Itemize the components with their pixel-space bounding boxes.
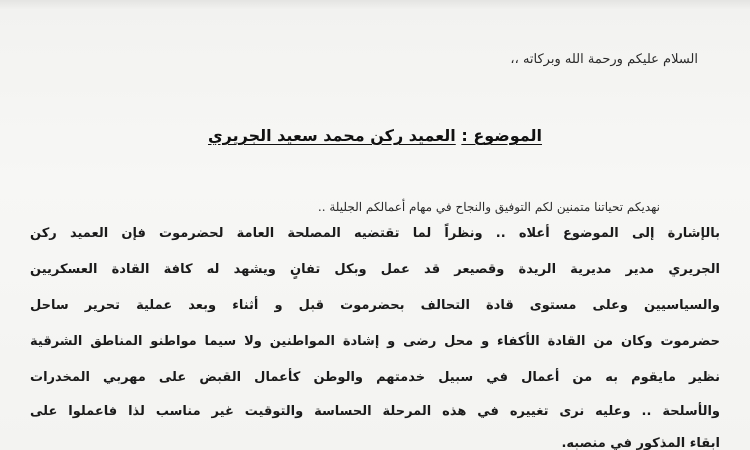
body-line-1: بالإشارة إلى الموضوع أعلاه .. ونظراً لما تقتضيه المصلحة العامة لحضرموت فإن العميد ركن <box>30 226 720 241</box>
subject-heading <box>0 126 750 145</box>
body-line-7: ابقاء المذكور في منصبه. <box>561 436 720 450</box>
body-line-3: والسياسيين وعلى مستوى قادة التحالف بحضرموت قبل و أثناء وبعد عملية تحرير ساحل <box>30 298 720 313</box>
body-line-4: حضرموت وكان من القادة الأكفاء و محل رضى و إشادة المواطنين ولا سيما مواطنو المناطق الشرقية <box>30 334 720 349</box>
body-line-6: والأسلحة .. وعليه نرى تغييره في هذه المرحلة الحساسة والتوقيت غير مناسب لذا فاعملوا على <box>30 404 720 419</box>
body-line-2: الجريري مدير مديرية الريدة وقصيعر قد عمل وبكل تفانٍ ويشهد له كافة القادة العسكريين <box>30 262 720 277</box>
scan-edge-shadow <box>0 0 750 10</box>
subject-label: الموضوع : <box>461 126 542 145</box>
intro-line: نهديكم تحياتنا متمنين لكم التوفيق والنجاح في مهام أعمالكم الجليلة .. <box>317 200 660 214</box>
subject-name: العميد ركن محمد سعيد الجريري <box>208 126 456 145</box>
greeting-line: السلام عليكم ورحمة الله وبركاته ،، <box>510 52 698 67</box>
body-line-5: نظير مايقوم به من أعمال في سبيل خدمتهم والوطن كأعمال القبض على مهربي المخدرات <box>30 370 720 385</box>
